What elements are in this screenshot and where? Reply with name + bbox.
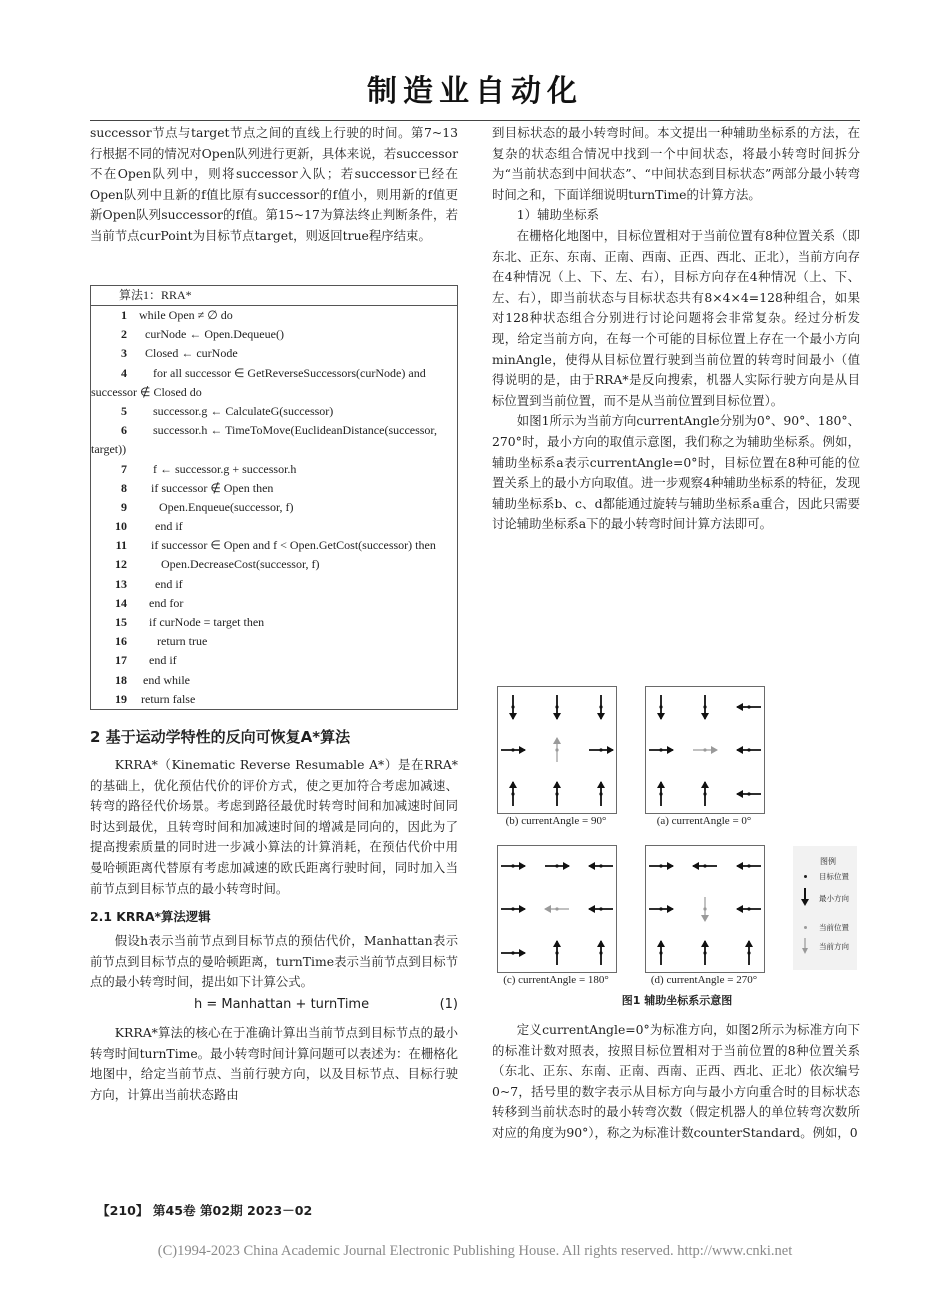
min-direction-arrow [692, 862, 717, 870]
algorithm-line-number: 14 [115, 595, 127, 610]
algorithm-line-number: 10 [115, 519, 127, 534]
algorithm-line-code: for all successor ∈ GetReverseSuccessors(curNode) and [153, 365, 426, 380]
algorithm-line [91, 479, 457, 498]
algorithm-line [91, 440, 457, 459]
legend-item-current-dir: 当前方向 [819, 942, 849, 951]
current-dot-icon [804, 926, 807, 929]
current-direction-arrow [553, 737, 561, 762]
formula-number: (1) [439, 996, 458, 1012]
algorithm-line [91, 306, 457, 325]
min-direction-arrow [501, 862, 526, 870]
min-direction-arrow [657, 940, 665, 965]
algorithm-line-number: 3 [121, 346, 127, 361]
min-direction-arrow [649, 746, 674, 754]
algorithm-line-code: curNode ← Open.Dequeue() [145, 327, 284, 342]
section-2 [90, 726, 458, 1105]
right-paragraph-2: 在栅格化地图中，目标位置相对于当前位置有8种位置关系（即东北、正东、东南、正南、西南、正西、西北、正北），当前方向存在4种情况（上、下、左、右），目标方向存在4种情况（上、下、左、右），即当前状态与目标状态共有8×4×4=128种组合，如果对128种状态组合分别进行讨论问题将会非常复杂。经过分析发现，给定当前方向，在每一个可能的目标位置上存在一个最小方向minAngle，使得从目标位置行驶到当前位置的转弯时间最小（值得说明的是，由于RRA*是反向搜索，机器人实际行驶方向是从目标位置到当前位置，而不是从当前位置到目标位置）。 [492, 227, 860, 408]
algorithm-line-code: end if [149, 653, 177, 668]
intro-paragraph: successor节点与target节点之间的直线上行驶的时间。第7~13行根据不同的情况对Open队列进行更新，具体来说，若successor不在Open队列中，则将successor入队；若successor已经在Open队列中且新的f值比原有successor的f值小，则用新的f值更新Open队列successor的f值。第15~17为算法终止判断条件，若当前节点curPoint为目标节点target，则返回true程序结束。 [90, 125, 458, 243]
legend-item-target: 目标位置 [819, 872, 849, 881]
current-direction-arrow [544, 905, 569, 913]
algorithm-line [91, 344, 457, 363]
algorithm-line-code: if curNode = target then [149, 615, 265, 629]
min-direction-arrow [657, 781, 665, 806]
algorithm-line-code: end if [155, 519, 183, 534]
algorithm-box [90, 285, 458, 710]
formula-row [90, 993, 458, 1019]
right-lower-block [492, 1020, 860, 1144]
algorithm-line-code: target)) [91, 442, 127, 457]
panel-a [645, 686, 765, 814]
algorithm-line [91, 575, 457, 594]
algorithm-line [91, 536, 457, 555]
algorithm-line-code: return true [157, 634, 208, 649]
algorithm-line-number: 17 [115, 653, 127, 668]
min-direction-arrow [649, 905, 674, 913]
algorithm-line-number: 6 [121, 423, 127, 438]
algorithm-title: 算法1：RRA* [91, 286, 457, 306]
min-direction-arrow [736, 746, 761, 754]
caption-a: (a) currentAngle = 0° [656, 815, 752, 827]
algorithm-line-code: Open.DecreaseCost(successor, f) [161, 557, 320, 572]
algorithm-line [91, 632, 457, 651]
right-column [492, 123, 860, 535]
min-direction-arrow [553, 781, 561, 806]
algorithm-line-number: 8 [121, 480, 127, 495]
current-direction-arrow [701, 897, 709, 922]
algorithm-line [91, 460, 457, 479]
min-direction-arrow [501, 905, 526, 913]
min-direction-arrow [509, 695, 517, 720]
legend-item-current: 当前位置 [819, 923, 849, 932]
min-direction-arrow [553, 695, 561, 720]
algorithm-line-number: 1 [121, 308, 127, 322]
copyright-notice: (C)1994-2023 China Academic Journal Electronic Publishing House. All rights reserved. http://www.cnki.net [157, 1243, 793, 1259]
journal-title: 制造业自动化 [367, 74, 583, 109]
legend-title: 图例 [820, 857, 836, 866]
algorithm-line-code: if successor ∈ Open and f < Open.GetCost(successor) then [151, 538, 436, 553]
algorithm-line [91, 671, 457, 690]
algorithm-line [91, 325, 457, 344]
min-direction-arrow [701, 695, 709, 720]
min-direction-arrow [657, 695, 665, 720]
algorithm-line-code: while Open ≠ ∅ do [139, 308, 233, 322]
min-direction-arrow [597, 781, 605, 806]
caption-d: (d) currentAngle = 270° [650, 974, 758, 986]
min-direction-arrow [588, 905, 613, 913]
min-direction-arrow [501, 746, 526, 754]
legend [793, 846, 857, 970]
algorithm-line-code: end if [155, 576, 183, 591]
algorithm-line-number: 2 [121, 327, 127, 342]
algorithm-line-number: 9 [121, 499, 127, 514]
algorithm-line-code: Open.Enqueue(successor, f) [159, 499, 294, 514]
legend-item-min-dir: 最小方向 [819, 894, 849, 903]
algorithm-line-number: 13 [115, 576, 127, 591]
min-direction-arrow [745, 940, 753, 965]
algorithm-line-code: end for [149, 595, 184, 610]
min-direction-arrow-icon [799, 886, 811, 908]
algorithm-line [91, 421, 457, 440]
algorithm-line-number: 18 [115, 672, 127, 687]
panel-c [497, 845, 617, 973]
subheading-aux-coords: 1）辅助坐标系 [516, 207, 600, 223]
algorithm-line-number: 7 [121, 461, 127, 476]
algorithm-line [91, 690, 457, 709]
right-paragraph-1: 到目标状态的最小转弯时间。本文提出一种辅助坐标系的方法，在复杂的状态组合情况中找到一个中间状态，将最小转弯时间拆分为“当前状态到中间状态”、“中间状态到目标状态”两部分最小转弯时间之和，下面详细说明turnTime的计算方法。 [492, 125, 860, 202]
right-paragraph-4: 定义currentAngle=0°为标准方向，如图2所示为标准方向下的标准计数对照表，按照目标位置相对于当前位置的8种位置关系（东北、正东、东南、正南、西南、正西、西北、正北）依次编号0~7，括号里的数字表示从目标方向与最小方向重合时的目标状态转移到当前状态时的最小转弯次数（假定机器人的单位转弯次数所对应的角度为90°），称之为标准计数counterStandard。例如，0 [492, 1022, 860, 1140]
algorithm-line [91, 651, 457, 670]
current-direction-arrow-icon [799, 936, 811, 956]
algorithm-line-number: 19 [115, 691, 127, 706]
algorithm-line [91, 364, 457, 383]
min-direction-arrow [597, 940, 605, 965]
min-direction-arrow [736, 905, 761, 913]
current-direction-arrow [693, 746, 718, 754]
algorithm-line [91, 383, 457, 402]
panel-d [645, 845, 765, 973]
algorithm-line [91, 594, 457, 613]
caption-c: (c) currentAngle = 180° [503, 974, 609, 986]
section-paragraph: KRRA*（Kinematic Reverse Resumable A*）是在RRA*的基础上，优化预估代价的评价方式，使之更加符合考虑加减速、转弯的路径代价场景。考虑到路径最优时转弯时间和加减速时间同时达到最优，且转弯时间和加减速时间的增减是同向的，因此为了提高搜索质量的同时进一步减小算法的计算消耗，在预估代价中用曼哈顿距离代替原有考虑加减速的欧氏距离行驶时间，同时加入当前节点到目标节点的最小转弯时间。 [90, 757, 458, 896]
algorithm-line-number: 5 [121, 403, 127, 418]
figure-caption: 图1 辅助坐标系示意图 [621, 994, 733, 1007]
subsection-heading: 2.1 KRRA*算法逻辑 [90, 909, 211, 925]
algorithm-lines [91, 306, 457, 709]
min-direction-arrow [509, 781, 517, 806]
min-direction-arrow [545, 862, 570, 870]
algorithm-line [91, 517, 457, 536]
algorithm-line-number: 12 [115, 557, 127, 572]
algorithm-line-code: Closed ← curNode [145, 346, 238, 361]
algorithm-line-number: 16 [115, 634, 127, 649]
algorithm-line-code: end while [143, 672, 190, 687]
caption-b: (b) currentAngle = 90° [505, 815, 607, 827]
right-paragraph-3: 如图1所示为当前方向currentAngle分别为0°、90°、180°、270°时，最小方向的取值示意图，我们称之为辅助坐标系。例如，辅助坐标系a表示currentAngle=0°时，目标位置在8种可能的位置关系上的最小方向取值。进一步观察4种辅助坐标系的特征，发现辅助坐标系b、c、d都能通过旋转与辅助坐标系a重合，因此只需要讨论辅助坐标系a下的最小转弯时间计算方法即可。 [492, 413, 860, 532]
algorithm-line-number: 15 [115, 615, 127, 629]
page-footer: 【210】 第45卷 第02期 2023－02 [97, 1203, 313, 1218]
algorithm-line [91, 402, 457, 421]
final-paragraph: KRRA*算法的核心在于准确计算出当前节点到目标节点的最小转弯时间turnTime。最小转弯时间计算问题可以表述为：在栅格化地图中，给定当前节点、当前行驶方向，以及目标节点、目标行驶方向，计算出当前状态路由 [90, 1024, 458, 1102]
algorithm-line-code: f ← successor.g + successor.h [153, 461, 297, 476]
min-direction-arrow [736, 790, 761, 798]
algorithm-line-code: successor ∉ Closed do [91, 384, 202, 399]
left-column [90, 123, 458, 247]
algorithm-line-number: 11 [115, 538, 127, 553]
min-direction-arrow [701, 940, 709, 965]
target-dot-icon [804, 875, 807, 878]
min-direction-arrow [588, 862, 613, 870]
min-direction-arrow [589, 746, 614, 754]
title-rule [90, 120, 860, 121]
subsection-paragraph: 假设h表示当前节点到目标节点的预估代价，Manhattan表示前节点到目标节点的曼哈顿距离，turnTime表示当前节点到目标节点的最小转弯时间，提出如下计算公式。 [90, 933, 458, 990]
algorithm-line [91, 498, 457, 517]
min-direction-arrow [597, 695, 605, 720]
min-direction-arrow [649, 862, 674, 870]
algorithm-line-code: if successor ∉ Open then [151, 480, 274, 495]
algorithm-line [91, 555, 457, 574]
section-heading: 2 基于运动学特性的反向可恢复A*算法 [90, 728, 351, 746]
min-direction-arrow [736, 862, 761, 870]
min-direction-arrow [701, 781, 709, 806]
algorithm-line-number: 4 [121, 365, 127, 380]
panel-b [497, 686, 617, 814]
algorithm-line [91, 613, 457, 632]
algorithm-line-code: successor.h ← TimeToMove(EuclideanDistance(successor, [153, 423, 437, 438]
min-direction-arrow [553, 940, 561, 965]
min-direction-arrow [501, 949, 526, 957]
algorithm-line-code: successor.g ← CalculateG(successor) [153, 403, 334, 418]
min-direction-arrow [736, 703, 761, 711]
algorithm-line-code: return false [141, 691, 196, 706]
formula: h = Manhattan + turnTime [194, 996, 370, 1012]
